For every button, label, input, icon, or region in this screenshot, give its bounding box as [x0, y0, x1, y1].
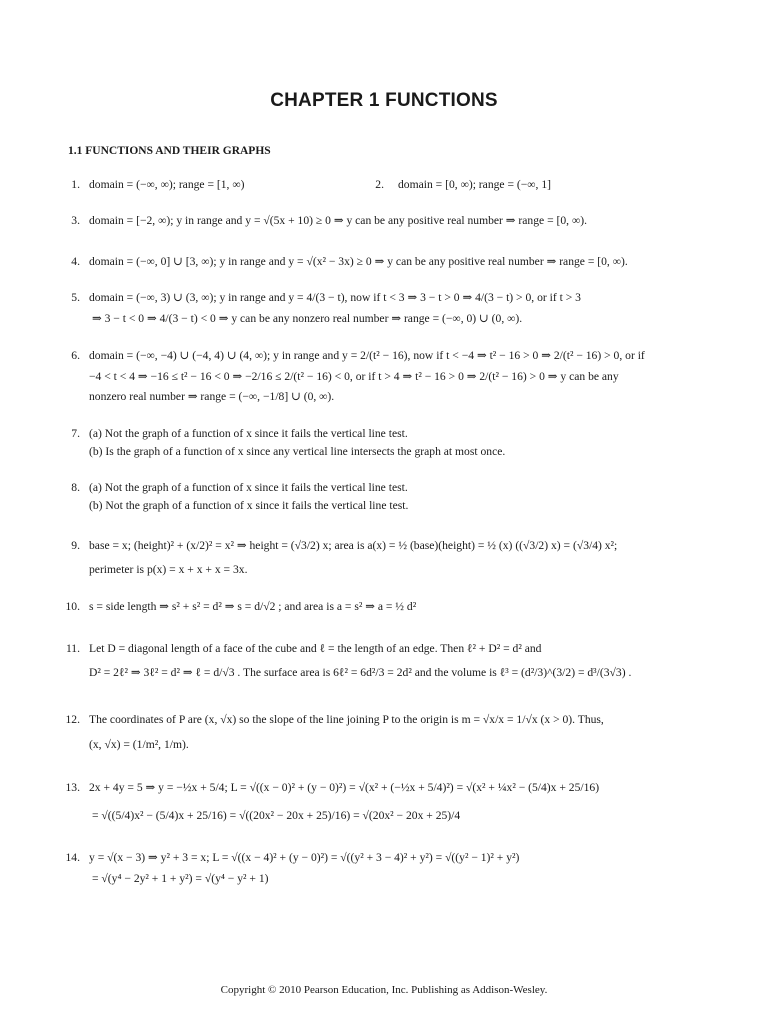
problem-number: 9. [71, 539, 80, 552]
problem-line: −4 < t < 4 ⇒ −16 ≤ t² − 16 < 0 ⇒ −2/16 ≤ 2/(t² − 16) < 0, or if t > 4 ⇒ t² − 16 > 0 ⇒ 2/(t² − 16) > 0 ⇒ y can be any [89, 370, 619, 383]
problem-line: (a) Not the graph of a function of x since it fails the vertical line test. [89, 427, 408, 440]
problem-number: 5. [71, 291, 80, 304]
problem-number: 10. [65, 600, 80, 613]
problem-number: 3. [71, 214, 80, 227]
problem-number: 13. [65, 781, 80, 794]
problem-line: The coordinates of P are (x, √x) so the slope of the line joining P to the origin is m = √x/x = 1/√x (x > 0). Thus, [89, 713, 604, 726]
problem-line: y = √(x − 3) ⇒ y² + 3 = x; L = √((x − 4)² + (y − 0)²) = √((y² + 3 − 4)² + y²) = √((y² − 1)² + y²) [89, 851, 520, 864]
section-heading: 1.1 FUNCTIONS AND THEIR GRAPHS [68, 145, 271, 157]
problem-number: 8. [71, 481, 80, 494]
problem-number: 7. [71, 427, 80, 440]
problem-number: 6. [71, 349, 80, 362]
problem-line: perimeter is p(x) = x + x + x = 3x. [89, 563, 248, 576]
problem-number: 4. [71, 255, 80, 268]
problem-number: 2. [375, 178, 384, 191]
problem-number: 11. [65, 642, 80, 655]
problem-line: domain = [−2, ∞); y in range and y = √(5x + 10) ≥ 0 ⇒ y can be any positive real number ⇒ range = [0, ∞). [89, 214, 587, 227]
problem-line: = √((5/4)x² − (5/4)x + 25/16) = √((20x² − 20x + 25)/16) = √(20x² − 20x + 25)/4 [92, 809, 461, 822]
chapter-title: CHAPTER 1 FUNCTIONS [270, 90, 498, 111]
problem-line: (x, √x) = (1/m², 1/m). [89, 738, 189, 751]
problem-line: domain = (−∞, ∞); range = [1, ∞) [89, 178, 245, 191]
problem-line: D² = 2ℓ² ⇒ 3ℓ² = d² ⇒ ℓ = d/√3 . The surface area is 6ℓ² = 6d²/3 = 2d² and the volume is ℓ³ = (d²/3)^(3/2) = d³/(3√3) . [89, 666, 632, 679]
problem-number: 14. [65, 851, 80, 864]
problem-line: Let D = diagonal length of a face of the cube and ℓ = the length of an edge. Then ℓ² + D² = d² and [89, 642, 542, 655]
problem-line: (b) Is the graph of a function of x since any vertical line intersects the graph at most once. [89, 445, 506, 458]
problem-line: domain = [0, ∞); range = (−∞, 1] [398, 178, 552, 191]
problem-line: base = x; (height)² + (x/2)² = x² ⇒ height = (√3/2) x; area is a(x) = ½ (base)(height) = ½ (x) ((√3/2) x) = (√3/4) x²; [89, 539, 618, 552]
problem-line: ⇒ 3 − t < 0 ⇒ 4/(3 − t) < 0 ⇒ y can be any nonzero real number ⇒ range = (−∞, 0) ∪ (0, ∞). [92, 312, 523, 325]
problem-line: domain = (−∞, −4) ∪ (−4, 4) ∪ (4, ∞); y in range and y = 2/(t² − 16), now if t < −4 ⇒ t² − 16 > 0 ⇒ 2/(t² − 16) > 0, or if [89, 349, 645, 362]
problem-line: domain = (−∞, 3) ∪ (3, ∞); y in range and y = 4/(3 − t), now if t < 3 ⇒ 3 − t > 0 ⇒ 4/(3 − t) > 0, or if t > 3 [89, 291, 581, 304]
problem-line: (a) Not the graph of a function of x since it fails the vertical line test. [89, 481, 408, 494]
problem-number: 1. [71, 178, 80, 191]
problem-number: 12. [65, 713, 80, 726]
copyright-footer: Copyright © 2010 Pearson Education, Inc. Publishing as Addison-Wesley. [220, 984, 548, 996]
problem-line: nonzero real number ⇒ range = (−∞, −1/8] ∪ (0, ∞). [89, 390, 335, 403]
problem-line: (b) Not the graph of a function of x since it fails the vertical line test. [89, 499, 409, 512]
problem-line: = √(y⁴ − 2y² + 1 + y²) = √(y⁴ − y² + 1) [92, 872, 269, 885]
problem-line: s = side length ⇒ s² + s² = d² ⇒ s = d/√2 ; and area is a = s² ⇒ a = ½ d² [89, 600, 417, 613]
problem-line: 2x + 4y = 5 ⇒ y = −½x + 5/4; L = √((x − 0)² + (y − 0)²) = √(x² + (−½x + 5/4)²) = √(x² + ¼x² − (5/4)x + 25/16) [89, 781, 600, 794]
problem-line: domain = (−∞, 0] ∪ [3, ∞); y in range and y = √(x² − 3x) ≥ 0 ⇒ y can be any positive real number ⇒ range = [0, ∞). [89, 255, 628, 268]
